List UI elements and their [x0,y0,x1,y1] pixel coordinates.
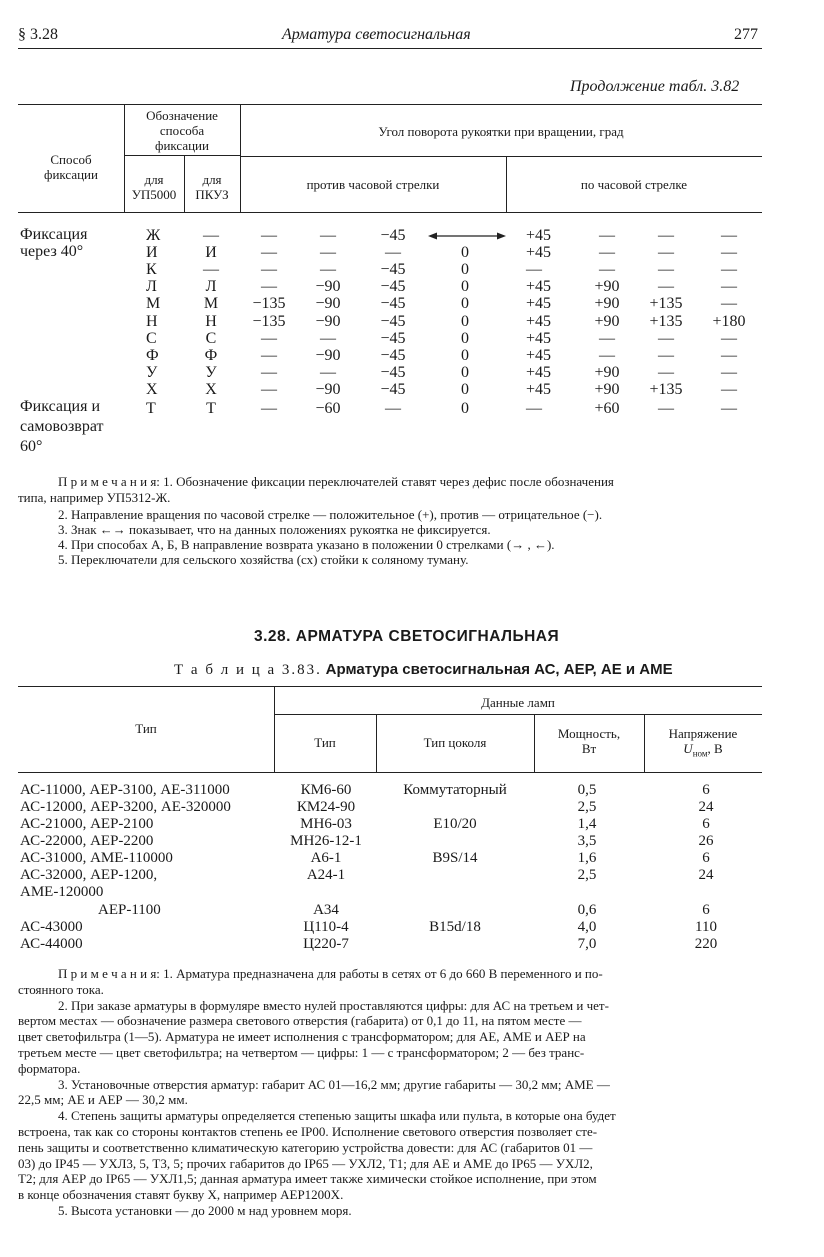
cell-b4: — [721,244,737,262]
note-line: 3. Знак ←→ показывает, что на данных положениях рукоятка не фиксируется. [58,522,491,537]
cell-a2: −60 [315,400,341,417]
cell-up: М [146,295,161,313]
cell-b2: +90 [594,380,620,398]
note-line: вертом местах — обозначение размера светового отверстия (габарита) от 0,1 до 11, на пятом месте — [18,1013,582,1029]
cell-a4: 0 [461,295,469,313]
double-arrow-icon [428,230,506,242]
cell-power: 7,0 [577,936,597,952]
cell-up: Ж [146,227,161,244]
header-lamp-data: Данные ламп [481,695,555,710]
cell-a4: 0 [461,380,469,398]
cell-a1: — [261,261,277,279]
header-method: Способ фиксации [44,152,98,182]
cell-b2: +90 [594,295,620,313]
cell-b4: — [721,400,737,417]
cell-power: 3,5 [577,833,597,849]
page-number: 277 [734,26,758,43]
cell-b4: — [721,227,737,244]
cell-b4: — [721,363,737,381]
cell-voltage: 6 [702,850,710,866]
cell-power: 2,5 [577,799,597,815]
section-heading: 3.28. АРМАТУРА СВЕТОСИГНАЛЬНАЯ [254,628,560,645]
cell-pk: — [203,261,219,279]
cell-up: К [146,261,157,279]
cell-b1: +45 [526,244,552,262]
cell-a3: −45 [380,329,406,347]
cell-a1: −135 [252,312,286,330]
cell-b2: +90 [594,363,620,381]
cell-lamp: МН26-12-1 [290,833,362,849]
cell-pk: Н [205,312,217,330]
cell-b3: — [658,400,674,417]
cell-type: АС-22000, АЕР-2200 [20,833,154,849]
note-line: пень защиты и соответственно климатическую категорию устройства довести: для АС (габаритов 01 — [18,1139,593,1155]
cell-base: Е10/20 [433,816,477,832]
section-number: § 3.28 [18,26,58,43]
cell-base: В9S/14 [432,850,478,866]
table-caption-number: Т а б л и ц а 3.83. [174,662,322,678]
note-line: 5. Переключатели для сельского хозяйства (сх) стойки к соляному туману. [58,552,469,567]
note-line: стоянного тока. [18,981,104,997]
cell-b2: — [599,261,615,279]
cell-a2: — [320,227,336,244]
cell-b2: +90 [594,312,620,330]
cell-lamp: А34 [313,902,339,918]
cell-lamp: Ц110-4 [303,919,349,935]
cell-a1: — [261,346,277,364]
group-label-fixation-40: Фиксация через 40° [20,226,88,260]
cell-b2: +60 [594,400,620,417]
cell-b3: +135 [649,312,683,330]
header-power: Мощность, Вт [557,726,621,756]
cell-b3: +135 [649,380,683,398]
header-type: Тип [135,721,157,736]
cell-type: АС-32000, АЕР-1200, [20,867,158,883]
cell-pk: И [205,244,217,262]
cell-a3: −45 [380,346,406,364]
note-line: П р и м е ч а н и я: 1. Арматура предназначена для работы в сетях от 6 до 660 В переменного и по- [58,966,603,981]
cell-up: Л [146,278,157,296]
cell-a1: — [261,380,277,398]
cell-a1: — [261,363,277,381]
cell-b4: — [721,346,737,364]
cell-up: Х [146,380,158,398]
note-line: третьем месте — цвет светофильтра; на четвертом — цифры: 1 — с трансформатором; 2 — без транс- [18,1045,585,1060]
cell-voltage: 220 [694,936,718,952]
cell-a4: 0 [461,363,469,381]
header-lamp-type: Тип [314,735,336,750]
header-rule [18,48,762,49]
cell-voltage: 26 [698,833,714,849]
cell-a4: 0 [461,312,469,330]
cell-b3: — [658,261,674,279]
cell-type: АС-31000, АМЕ-110000 [20,850,173,866]
table-caption [174,661,673,679]
note-line: 2. Направление вращения по часовой стрелке — положительное (+), против — отрицательное (−). [58,507,603,522]
cell-lamp: Ц220-7 [303,936,349,952]
note-line: форматора. [18,1060,81,1076]
cell-a1: — [261,227,277,244]
cell-a2: — [320,261,336,279]
cell-a1: — [261,329,277,347]
cell-voltage: 24 [698,867,714,883]
cell-a1: −135 [252,295,286,313]
cell-up: С [146,329,157,347]
cell-type: АС-43000 [20,919,83,935]
cell-b3: — [658,346,674,364]
cell-up: Т [146,400,156,417]
cell-pk: У [205,363,217,381]
header-for-up5000: для УП5000 [131,172,177,202]
table-caption-title: Арматура светосигнальная АС, АЕР, АЕ и АМЕ [325,661,673,678]
table-continuation-label: Продолжение табл. 3.82 [570,78,740,95]
cell-a4: 0 [461,346,469,364]
cell-b2: — [599,346,615,364]
cell-voltage: 6 [702,782,710,798]
cell-power: 2,5 [577,867,597,883]
cell-b4: — [721,261,737,279]
cell-a3: — [385,244,401,262]
cell-pk: М [203,295,219,313]
cell-pk: — [203,227,219,244]
note-line: 5. Высота установки — до 2000 м над уровнем моря. [58,1203,352,1218]
cell-a3: — [385,400,401,417]
cell-a1: — [261,400,277,417]
cell-a2: −90 [315,278,341,296]
cell-b4: — [721,295,737,313]
cell-voltage: 24 [698,799,714,815]
cell-base: В15d/18 [429,919,481,935]
cell-lamp: КМ6-60 [300,782,352,798]
cell-b2: — [599,329,615,347]
cell-pk: С [205,329,217,347]
cell-voltage: 6 [702,816,710,832]
running-title: Арматура светосигнальная [282,26,471,43]
cell-a3: −45 [380,312,406,330]
note-line: цвет светофильтра (1—5). Арматура не имеет исполнения с трансформатором; для АЕ, АМЕ и АЕР на [18,1029,586,1045]
cell-b1: +45 [526,363,552,381]
cell-pk: Т [206,400,216,417]
cell-up: У [146,363,158,381]
cell-b4: — [721,329,737,347]
note-line: П р и м е ч а н и я: 1. Обозначение фиксации переключателей ставят через дефис после обозначения [58,474,614,489]
cell-b1: +45 [526,329,552,347]
note-line: 4. При способах А, Б, В направление возврата указано в положении 0 стрелками (→ , ←). [58,537,555,552]
cell-type: АМЕ-120000 [20,884,104,900]
cell-a1: — [261,278,277,296]
header-for-pkuz: для ПКУЗ [195,172,229,202]
cell-a2: — [320,363,336,381]
cell-b4: +180 [712,312,746,330]
cell-b2: +90 [594,278,620,296]
note-line: 2. При заказе арматуры в формуляре вместо нулей проставляются цифры: для АС на третьем и чет- [58,997,609,1013]
cell-up: И [146,244,158,262]
cell-type: АЕР-1100 [98,902,161,918]
cell-b3: — [658,329,674,347]
cell-a3: −45 [380,363,406,381]
cell-pk: Ф [204,346,218,364]
cell-b1: +45 [526,380,552,398]
cell-a2: — [320,329,336,347]
header-counterclockwise: против часовой стрелки [306,177,440,192]
cell-b1: +45 [526,312,552,330]
cell-type: АС-44000 [20,936,83,952]
cell-b1: — [526,261,542,279]
cell-type: АС-12000, АЕР-3200, АЕ-320000 [20,799,231,815]
cell-b3: — [658,227,674,244]
cell-a3: −45 [380,278,406,296]
cell-pk: Л [205,278,217,296]
cell-b3: — [658,278,674,296]
cell-a3: −45 [380,227,406,244]
cell-a4: 0 [461,400,469,417]
cell-b1: +45 [526,346,552,364]
cell-b3: — [658,363,674,381]
cell-a2: −90 [315,380,341,398]
note-line: 4. Степень защиты арматуры определяется степенью защиты шкафа или пульта, в которые она будет [58,1108,616,1124]
cell-b3: — [658,244,674,262]
cell-power: 0,6 [577,902,597,918]
cell-a3: −45 [380,380,406,398]
cell-a1: — [261,244,277,262]
cell-type: АС-21000, АЕР-2100 [20,816,154,832]
cell-power: 0,5 [577,782,597,798]
header-base-type: Тип цоколя [423,735,487,750]
cell-base: Коммутаторный [403,782,507,798]
cell-a2: — [320,244,336,262]
cell-b1: +45 [526,227,552,244]
note-line: типа, например УП5312-Ж. [18,490,171,505]
cell-type: АС-11000, АЕР-3100, АЕ-311000 [20,782,230,798]
cell-b1: — [526,400,542,417]
cell-b4: — [721,380,737,398]
header-rotation-angle: Угол поворота рукоятки при вращении, град [378,124,624,139]
cell-a2: −90 [315,295,341,313]
cell-up: Н [146,312,158,330]
cell-a3: −45 [380,295,406,313]
cell-lamp: МН6-03 [300,816,352,832]
note-line: 3. Установочные отверстия арматур: габарит АС 01—16,2 мм; другие габариты — 30,2 мм; АМЕ — [58,1076,610,1092]
cell-a4: 0 [461,244,469,262]
note-line: встроена, так как со стороны контактов степень ее IP00. Исполнение светового отверстия позволяет сте- [18,1124,598,1139]
cell-b4: — [721,278,737,296]
cell-a2: −90 [315,312,341,330]
note-line: 22,5 мм; АЕ и АЕР — 30,2 мм. [18,1092,188,1108]
header-voltage: Напряжение $U_{ном}$, В [668,726,738,759]
header-designation: Обозначение способа фиксации [146,108,218,153]
cell-a4: 0 [461,261,469,279]
cell-pk: Х [205,380,217,398]
header-clockwise: по часовой стрелке [580,177,688,192]
cell-a3: −45 [380,261,406,279]
cell-a2: −90 [315,346,341,364]
group-label-fixation-return-60: Фиксация и самовозврат 60° [20,398,104,455]
cell-a4: 0 [461,329,469,347]
cell-b1: +45 [526,278,552,296]
cell-b3: +135 [649,295,683,313]
note-line: 03) до IP45 — УХЛ3, 5, Т3, 5; прочих габаритов до IP65 — УХЛ2, Т1; для АЕ и АМЕ до IP65 — УХЛ2, [18,1155,593,1171]
cell-voltage: 110 [695,919,717,935]
note-line: в конце обозначения ставят букву Х, например АЕР1200Х. [18,1187,344,1203]
cell-up: Ф [146,346,159,364]
cell-voltage: 6 [702,902,710,918]
cell-b1: +45 [526,295,552,313]
cell-power: 1,4 [577,816,597,832]
cell-a4: 0 [461,278,469,296]
cell-lamp: КМ24-90 [296,799,356,815]
note-line: Т2; для АЕР до IP65 — УХЛ1,5; данная арматура имеет также химически стойкое исполнение, при этом [18,1171,597,1187]
cell-b2: — [599,244,615,262]
cell-b2: — [599,227,615,244]
cell-lamp: А6-1 [310,850,342,866]
cell-lamp: А24-1 [306,867,346,883]
cell-power: 1,6 [577,850,597,866]
cell-power: 4,0 [577,919,597,935]
